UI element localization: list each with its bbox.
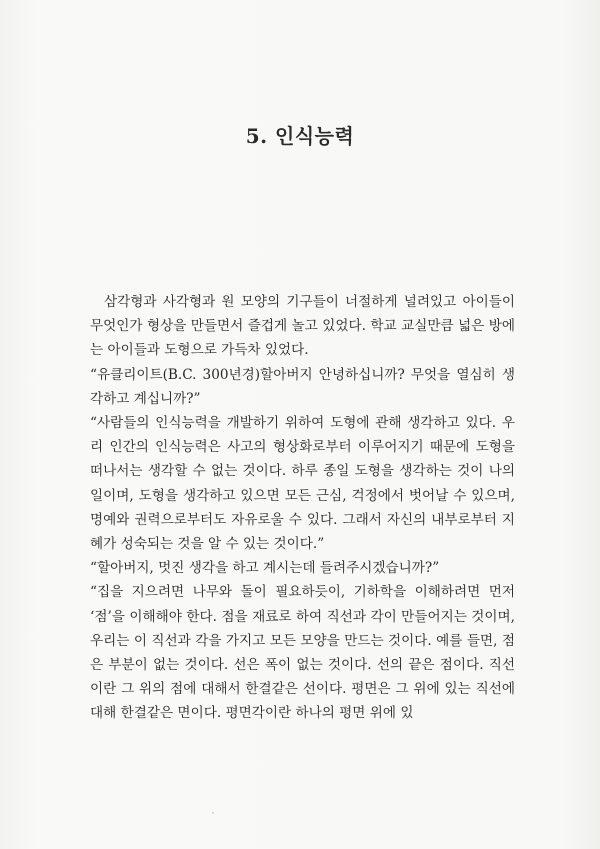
paragraph-answer-2: “집을 지으려면 나무와 돌이 필요하듯이, 기하학을 이해하려면 먼저 ‘점’을 이해해야 한다. 점을 재료로 하여 직선과 각이 만들어지는 것이며, 우리는 이 직선과 각을 가지고 모든 모양을 만드는 것이다. 예를 들면, 점은 부분이 없는 것이다. 선은 폭이 없는 것이다. 선의 끝은 점이다. 직선이란 그 위의 점에 대해서 한결같은 선이다. 평면은 그 위에 있는 직선에 대해 한결같은 면이다. 평면각이란 하나의 평면 위에 있 [90, 584, 515, 722]
paragraph-question-1: “유클리이트(B.C. 300년경)할아버지 안녕하십니까? 무엇을 열심히 생각하고 계십니까?” [90, 366, 515, 407]
scan-speck [212, 812, 214, 814]
paragraph-question-2: “할아버지, 멋진 생각을 하고 계시는데 들려주시겠습니까?” [90, 560, 440, 577]
section-title: 5. 인식능력 [245, 124, 355, 148]
paragraph-answer-1: “사람들의 인식능력을 개발하기 위하여 도형에 관해 생각하고 있다. 우리 인간의 인식능력은 사고의 형상화로부터 이루어지기 때문에 도형을 떠나서는 생각할 수 없는 것이다. 하루 종일 도형을 생각하는 것이 나의 일이며, 도형을 생각하고 있으면 모든 근심, 걱정에서 벗어날 수 있으며, 명예와 권력으로부터도 자유로울 수 있다. 그래서 자신의 내부로부터 지혜가 성숙되는 것을 알 수 있는 것이다.” [90, 415, 515, 553]
paragraph-intro: 삼각형과 사각형과 원 모양의 기구들이 너절하게 널려있고 아이들이 무엇인가 형상을 만들면서 즐겁게 놀고 있었다. 학교 교실만큼 넓은 방에는 아이들과 도형으로 가득차 있었다. [90, 294, 515, 359]
body-text [90, 290, 515, 726]
